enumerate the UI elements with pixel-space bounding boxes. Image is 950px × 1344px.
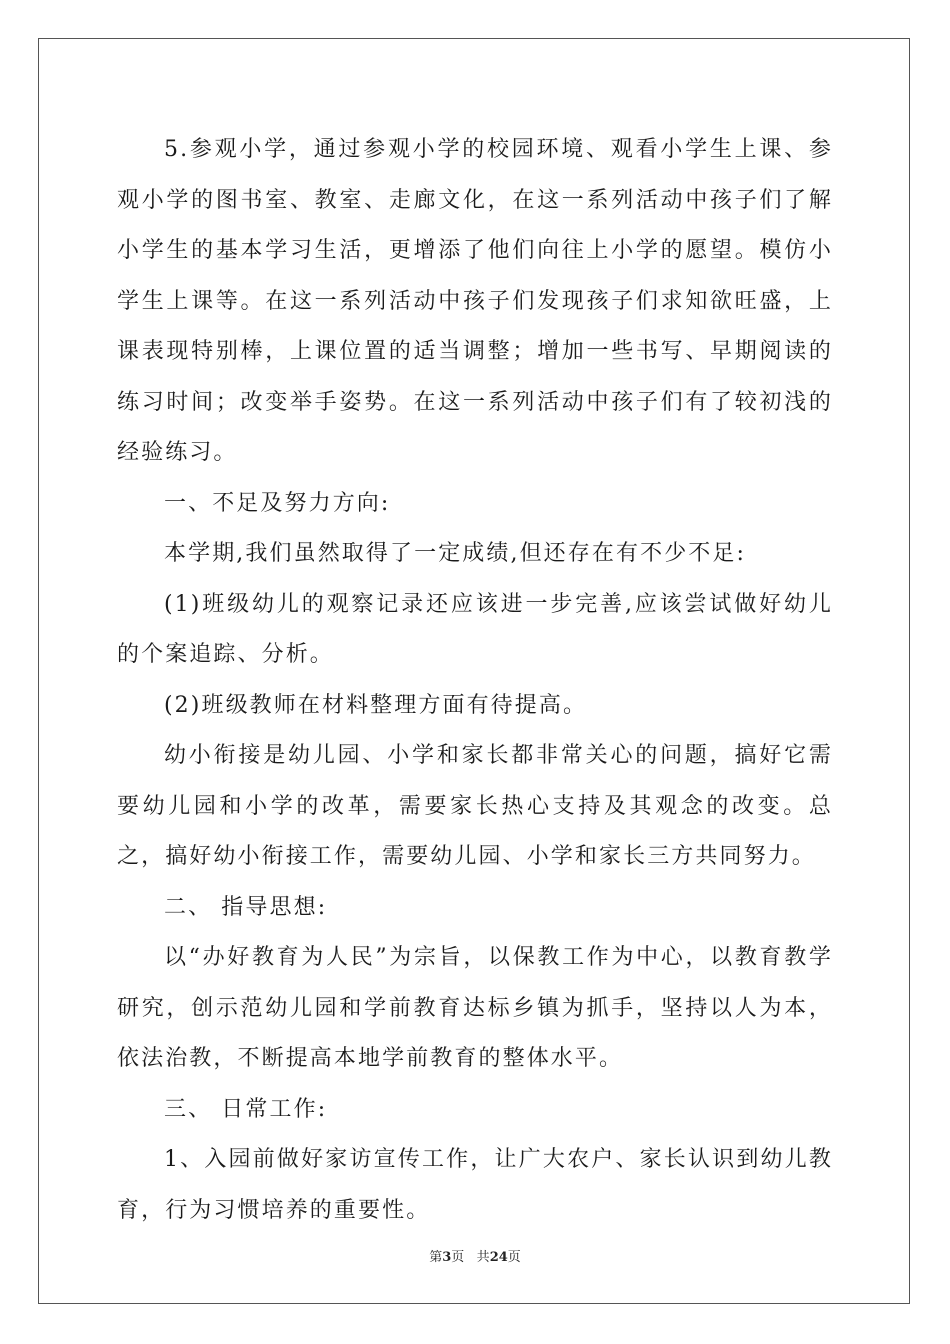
paragraph-ideology: 以“办好教育为人民”为宗旨，以保教工作为中心，以教育教学研究，创示范幼儿园和学前教育达标乡镇为抓手，坚持以人为本，依法治教，不断提高本地学前教育的整体水平。 [117,945,833,1071]
heading-daily-work: 三、 日常工作: [164,1096,328,1122]
footer-current-page: 3 [442,1250,452,1265]
footer-total-suffix: 页 [507,1250,521,1265]
footer-page-suffix: 页 [451,1250,465,1265]
footer-total-prefix: 共 [476,1250,490,1265]
paragraph-visit-school: 5.参观小学，通过参观小学的校园环境、观看小学生上课、参观小学的图书室、教室、走廊文化，在这一系列活动中孩子们了解小学生的基本学习生活，更增添了他们向往上小学的愿望。模仿小学生上课等。在这一系列活动中孩子们发现孩子们求知欲旺盛，上课表现特别棒，上课位置的适当调整；增加一些书写、早期阅读的练习时间；改变举手姿势。在这一系列活动中孩子们有了较初浅的经验练习。 [117,137,833,465]
footer-total-pages: 24 [489,1250,508,1265]
paragraph-point-2: (2)班级教师在材料整理方面有待提高。 [164,692,588,718]
paragraph-point-1: (1)班级幼儿的观察记录还应该进一步完善,应该尝试做好幼儿的个案追踪、分析。 [117,591,833,667]
heading-shortcomings: 一、不足及努力方向: [164,490,391,516]
paragraph-semester-summary: 本学期,我们虽然取得了一定成绩,但还存在有不少不足: [164,541,746,566]
paragraph-home-visit: 1、入园前做好家访宣传工作，让广大农户、家长认识到幼儿教育，行为习惯培养的重要性。 [117,1147,833,1223]
document-body [117,125,833,1236]
page-footer [0,1246,950,1265]
paragraph-transition: 幼小衔接是幼儿园、小学和家长都非常关心的问题，搞好它需要幼儿园和小学的改革，需要家长热心支持及其观念的改变。总之，搞好幼小衔接工作，需要幼儿园、小学和家长三方共同努力。 [117,743,833,869]
heading-guiding-ideology: 二、 指导思想: [164,894,328,920]
footer-page-prefix: 第 [429,1250,443,1265]
